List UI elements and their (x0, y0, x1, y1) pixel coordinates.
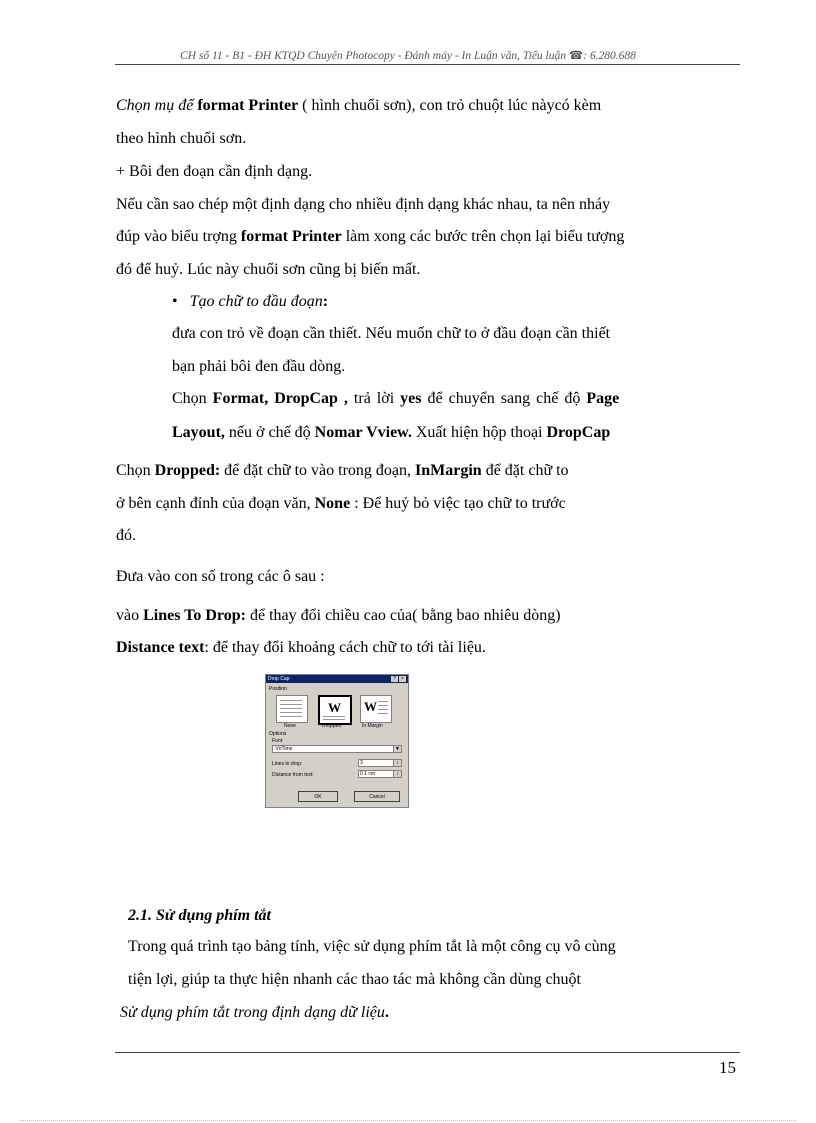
phone-icon: ☎ (568, 50, 584, 62)
header-phone: : 6.280.688 (583, 50, 636, 62)
lines-label: Lines to drop: (272, 761, 303, 767)
text: nếu ở chế độ (224, 424, 315, 441)
paragraph (116, 96, 601, 116)
paragraph: đó để huỷ. Lúc này chuổi sơn cũng bị biến mất. (116, 261, 421, 278)
paragraph (116, 606, 561, 626)
paragraph: theo hình chuổi sơn. (116, 130, 247, 147)
text: vào (116, 607, 144, 624)
text-bold: : (322, 293, 329, 310)
paragraph (116, 461, 569, 481)
options-label: Options (269, 731, 287, 737)
cancel-button[interactable]: Cancel (354, 791, 400, 802)
distance-spinner[interactable] (358, 770, 402, 778)
spinner-arrows-icon[interactable]: ↕ (393, 760, 401, 766)
text-bold: Dropped: (154, 462, 221, 479)
text-bold: Layout, (172, 424, 225, 441)
header-text: CH số 11 - B1 - ĐH KTQD Chuyên Photocopy - Đánh máy - In Luận văn, Tiểu luận (180, 50, 567, 62)
paragraph: đưa con trỏ về đoạn cần thiết. Nếu muốn chữ to ở đầu đoạn cần thiết (172, 325, 611, 342)
position-label: Position (269, 686, 287, 692)
help-icon[interactable]: ? (391, 676, 398, 682)
text: ( hình chuổi sơn), con trỏ chuột lúc nàycó kèm (298, 97, 602, 114)
text: để đặt chữ to (481, 462, 569, 479)
paragraph (120, 1003, 389, 1023)
text: Xuất hiện hộp thoại (411, 424, 547, 441)
option-label-in-margin: In Margin (362, 723, 383, 729)
chevron-down-icon[interactable]: ▼ (393, 746, 401, 752)
position-option-none[interactable] (276, 695, 308, 723)
paragraph: Đưa vào con số trong các ô sau : (116, 568, 325, 585)
text: để đặt chữ to vào trong đoạn, (220, 462, 416, 479)
dropcap-glyph: W (364, 699, 377, 714)
text: : Để huỷ bỏ việc tạo chữ to trước (350, 495, 566, 512)
paragraph: tiện lợi, giúp ta thực hiện nhanh các thao tác mà không cần dùng chuột (128, 971, 581, 988)
text: ở bên cạnh đỉnh của đoạn văn, (116, 495, 315, 512)
bullet-item (172, 292, 328, 312)
text-bold: format Printer (240, 228, 342, 245)
font-label: Font: (272, 738, 284, 744)
text-italic: Sử dụng phím tắt trong định dạng dữ liệu (120, 1004, 385, 1021)
paragraph (172, 389, 619, 409)
paragraph: Nếu cần sao chép một định dạng cho nhiều định dạng khác nhau, ta nên nháy (116, 196, 611, 213)
paragraph: bạn phải bôi đen đầu dòng. (172, 358, 346, 375)
distance-label: Distance from text: (272, 772, 314, 778)
spinner-arrows-icon[interactable]: ↕ (393, 771, 401, 777)
text: : để thay đổi khoảng cách chữ to tới tài liệu. (204, 639, 486, 656)
position-option-in-margin[interactable] (360, 695, 392, 723)
position-option-dropped[interactable] (318, 695, 352, 725)
paragraph (116, 227, 624, 247)
distance-value: 0.1 cm (360, 771, 376, 777)
text-bold: Page (586, 390, 620, 407)
option-label-dropped: Dropped (322, 723, 342, 729)
text-bold: Lines To Drop: (143, 607, 246, 624)
paragraph: đó. (116, 527, 136, 544)
dropcap-dialog (265, 674, 409, 808)
text-bold: Format, DropCap , (212, 390, 348, 407)
bullet-title: Tạo chữ to đầu đoạn (189, 293, 323, 310)
paragraph (172, 423, 610, 443)
dropcap-glyph: W (328, 700, 341, 715)
lines-spinner[interactable] (358, 759, 402, 767)
text-bold: Distance text (116, 639, 205, 656)
bullet-icon: • (172, 293, 178, 310)
lines-value: 3 (360, 760, 363, 766)
section-title (128, 906, 271, 926)
text: đúp vào biểu trợng (116, 228, 241, 245)
text-bold: format Printer (197, 97, 299, 114)
paragraph: Trong quá trình tạo bảng tính, việc sử dụng phím tắt là một công cụ vô cùng (128, 938, 616, 955)
dialog-title-bar (266, 675, 408, 683)
text: Chọn (172, 390, 213, 407)
paragraph (116, 494, 566, 514)
ok-button[interactable]: OK (298, 791, 338, 802)
close-icon[interactable]: × (399, 676, 406, 682)
text-bold: InMargin (415, 462, 482, 479)
text-bold: Nomar Vview. (314, 424, 412, 441)
page-bottom-border (20, 1120, 796, 1121)
text: làm xong các bước trên chọn lại biểu tượng (341, 228, 625, 245)
text-bold: DropCap (546, 424, 611, 441)
text: để chuyển sang chế độ (421, 390, 587, 407)
text-italic: Chọn mụ để (116, 97, 198, 114)
text: Chọn (116, 462, 155, 479)
dialog-title: Drop Cap (268, 676, 290, 682)
text-bold: None (314, 495, 351, 512)
text-bold: yes (400, 390, 422, 407)
text: để thay đổi chiều cao của( bằng bao nhiêu dòng) (245, 607, 561, 624)
paragraph: + Bôi đen đoạn cần định dạng. (116, 163, 313, 180)
option-label-none: None (284, 723, 296, 729)
page-number: 15 (719, 1058, 736, 1077)
font-value: .VnTime (274, 746, 293, 752)
section-title-text: 2.1. Sử dụng phím tắt (128, 907, 271, 924)
font-select[interactable] (272, 745, 402, 753)
text-bold: . (384, 1004, 389, 1021)
paragraph (116, 638, 486, 658)
text: trả lời (347, 390, 401, 407)
page-header (0, 48, 816, 62)
footer-rule (115, 1052, 740, 1053)
header-rule (115, 64, 740, 65)
